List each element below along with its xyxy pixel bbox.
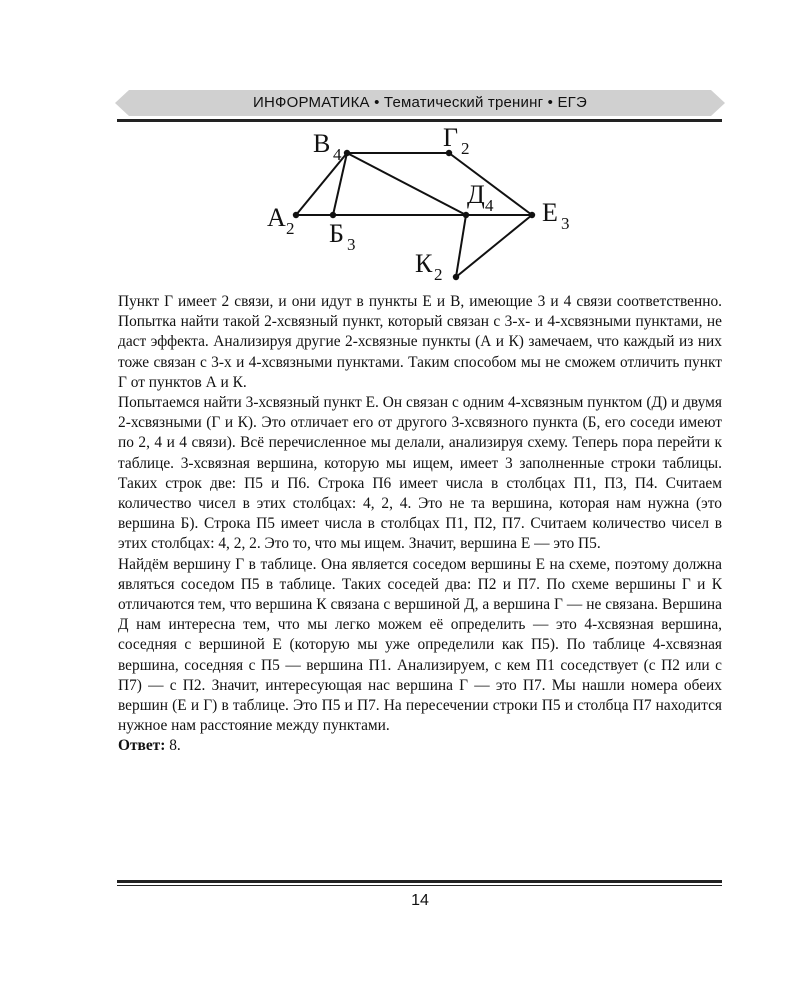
node-A-degree: 2 (286, 219, 295, 238)
paragraph-2: Попытаемся найти 3-хсвязный пункт Е. Он связан с одним 4-хсвязным пунктом (Д) и двумя 2-хсвязными (Г и К). Это отличает его от другого 3-хсвязного пункта (Б, его соседи имеют по 2, 4 и 4 связи). Всё перечисленное мы делали, анализируя схему. Теперь пора перейти к таблице. 3-хсвязная вершина, которую мы ищем, имеет 3 заполненные строки таблицы. Таких строк две: П5 и П6. Строка П6 имеет числа в столбцах П1, П3, П4. Считаем количество чисел в этих столбцах: 4, 2, 4. Это не та вершина, которая нам нужна (это вершина Б). Строка П5 имеет числа в столбцах П1, П2, П7. Считаем количество чисел в этих столбцах: 4, 2, 2. Это то, что мы ищем. Значит, вершина Е — это П5. (118, 394, 722, 553)
graph-diagram (0, 120, 800, 290)
node-K-label: К (415, 249, 433, 278)
node-A-dot (293, 212, 299, 218)
paragraph-1: Пункт Г имеет 2 связи, и они идут в пункты Е и В, имеющие 3 и 4 связи соответственно. Попытка найти такой 2-хсвязный пункт, который связан с 3-х- и 4-хсвязными пунктами, не даст эффекта. Анализируя другие 2-хсвязные пункты (А и К) замечаем, что каждый из них тоже связан с 3-х и 4-хсвязными пунктами. Таким способом мы не сможем отличить пункт Г от пунктов А и К. (118, 293, 722, 391)
edge-E-K (456, 215, 532, 277)
answer-label: Ответ: (118, 737, 166, 755)
node-A-label: А (267, 203, 286, 232)
node-V-label: В (313, 129, 331, 158)
node-G-degree: 2 (461, 139, 470, 158)
node-V-degree: 4 (333, 145, 342, 164)
solution-text (118, 292, 722, 757)
node-K-dot (453, 274, 459, 280)
node-V-dot (344, 150, 350, 156)
node-G-label: Г (443, 123, 459, 152)
footer-rule-thin (117, 885, 722, 886)
answer-value: 8. (165, 737, 181, 755)
paragraph-3: Найдём вершину Г в таблице. Она является соседом вершины Е на схеме, поэтому должна являться соседом П5 в таблице. Таких соседей два: П2 и П7. По схеме вершины Г и К отличаются тем, что вершина К связана с вершиной Д, а вершина Г — не связана. Вершина Д нам интересна тем, что мы легко можем её определить — это 4-хсвязная вершина, соседняя с вершиной Е (которую мы уже определили как П5). По таблице 4-хсвязная вершина, соседняя с П5 — вершина П1. Анализируем, с кем П1 соседствует (с П2 или с П7) — с П2. Значит, интересующая нас вершина Г — это П7. Мы нашли номера обеих вершин (Е и Г) в таблице. Это П5 и П7. На пересечении строки П5 и столбца П7 находится нужное нам расстояние между пунктами. (118, 555, 722, 735)
node-E-degree: 3 (561, 214, 570, 233)
answer-line (118, 736, 722, 756)
node-K-degree: 2 (434, 265, 443, 284)
page-number: 14 (411, 892, 429, 909)
edge-D-K (456, 215, 466, 277)
header-banner (115, 90, 725, 116)
node-B-label: Б (329, 219, 344, 248)
node-B-dot (330, 212, 336, 218)
footer-rule-thick (117, 880, 722, 883)
edge-V-D (347, 153, 466, 215)
node-D-label: Д (467, 180, 485, 209)
node-E-dot (529, 212, 535, 218)
node-D-degree: 4 (485, 196, 494, 215)
node-B-degree: 3 (347, 235, 356, 254)
node-E-label: Е (542, 198, 558, 227)
node-D-dot (463, 212, 469, 218)
header-title: ИНФОРМАТИКА • Тематический тренинг • ЕГЭ (253, 94, 587, 111)
